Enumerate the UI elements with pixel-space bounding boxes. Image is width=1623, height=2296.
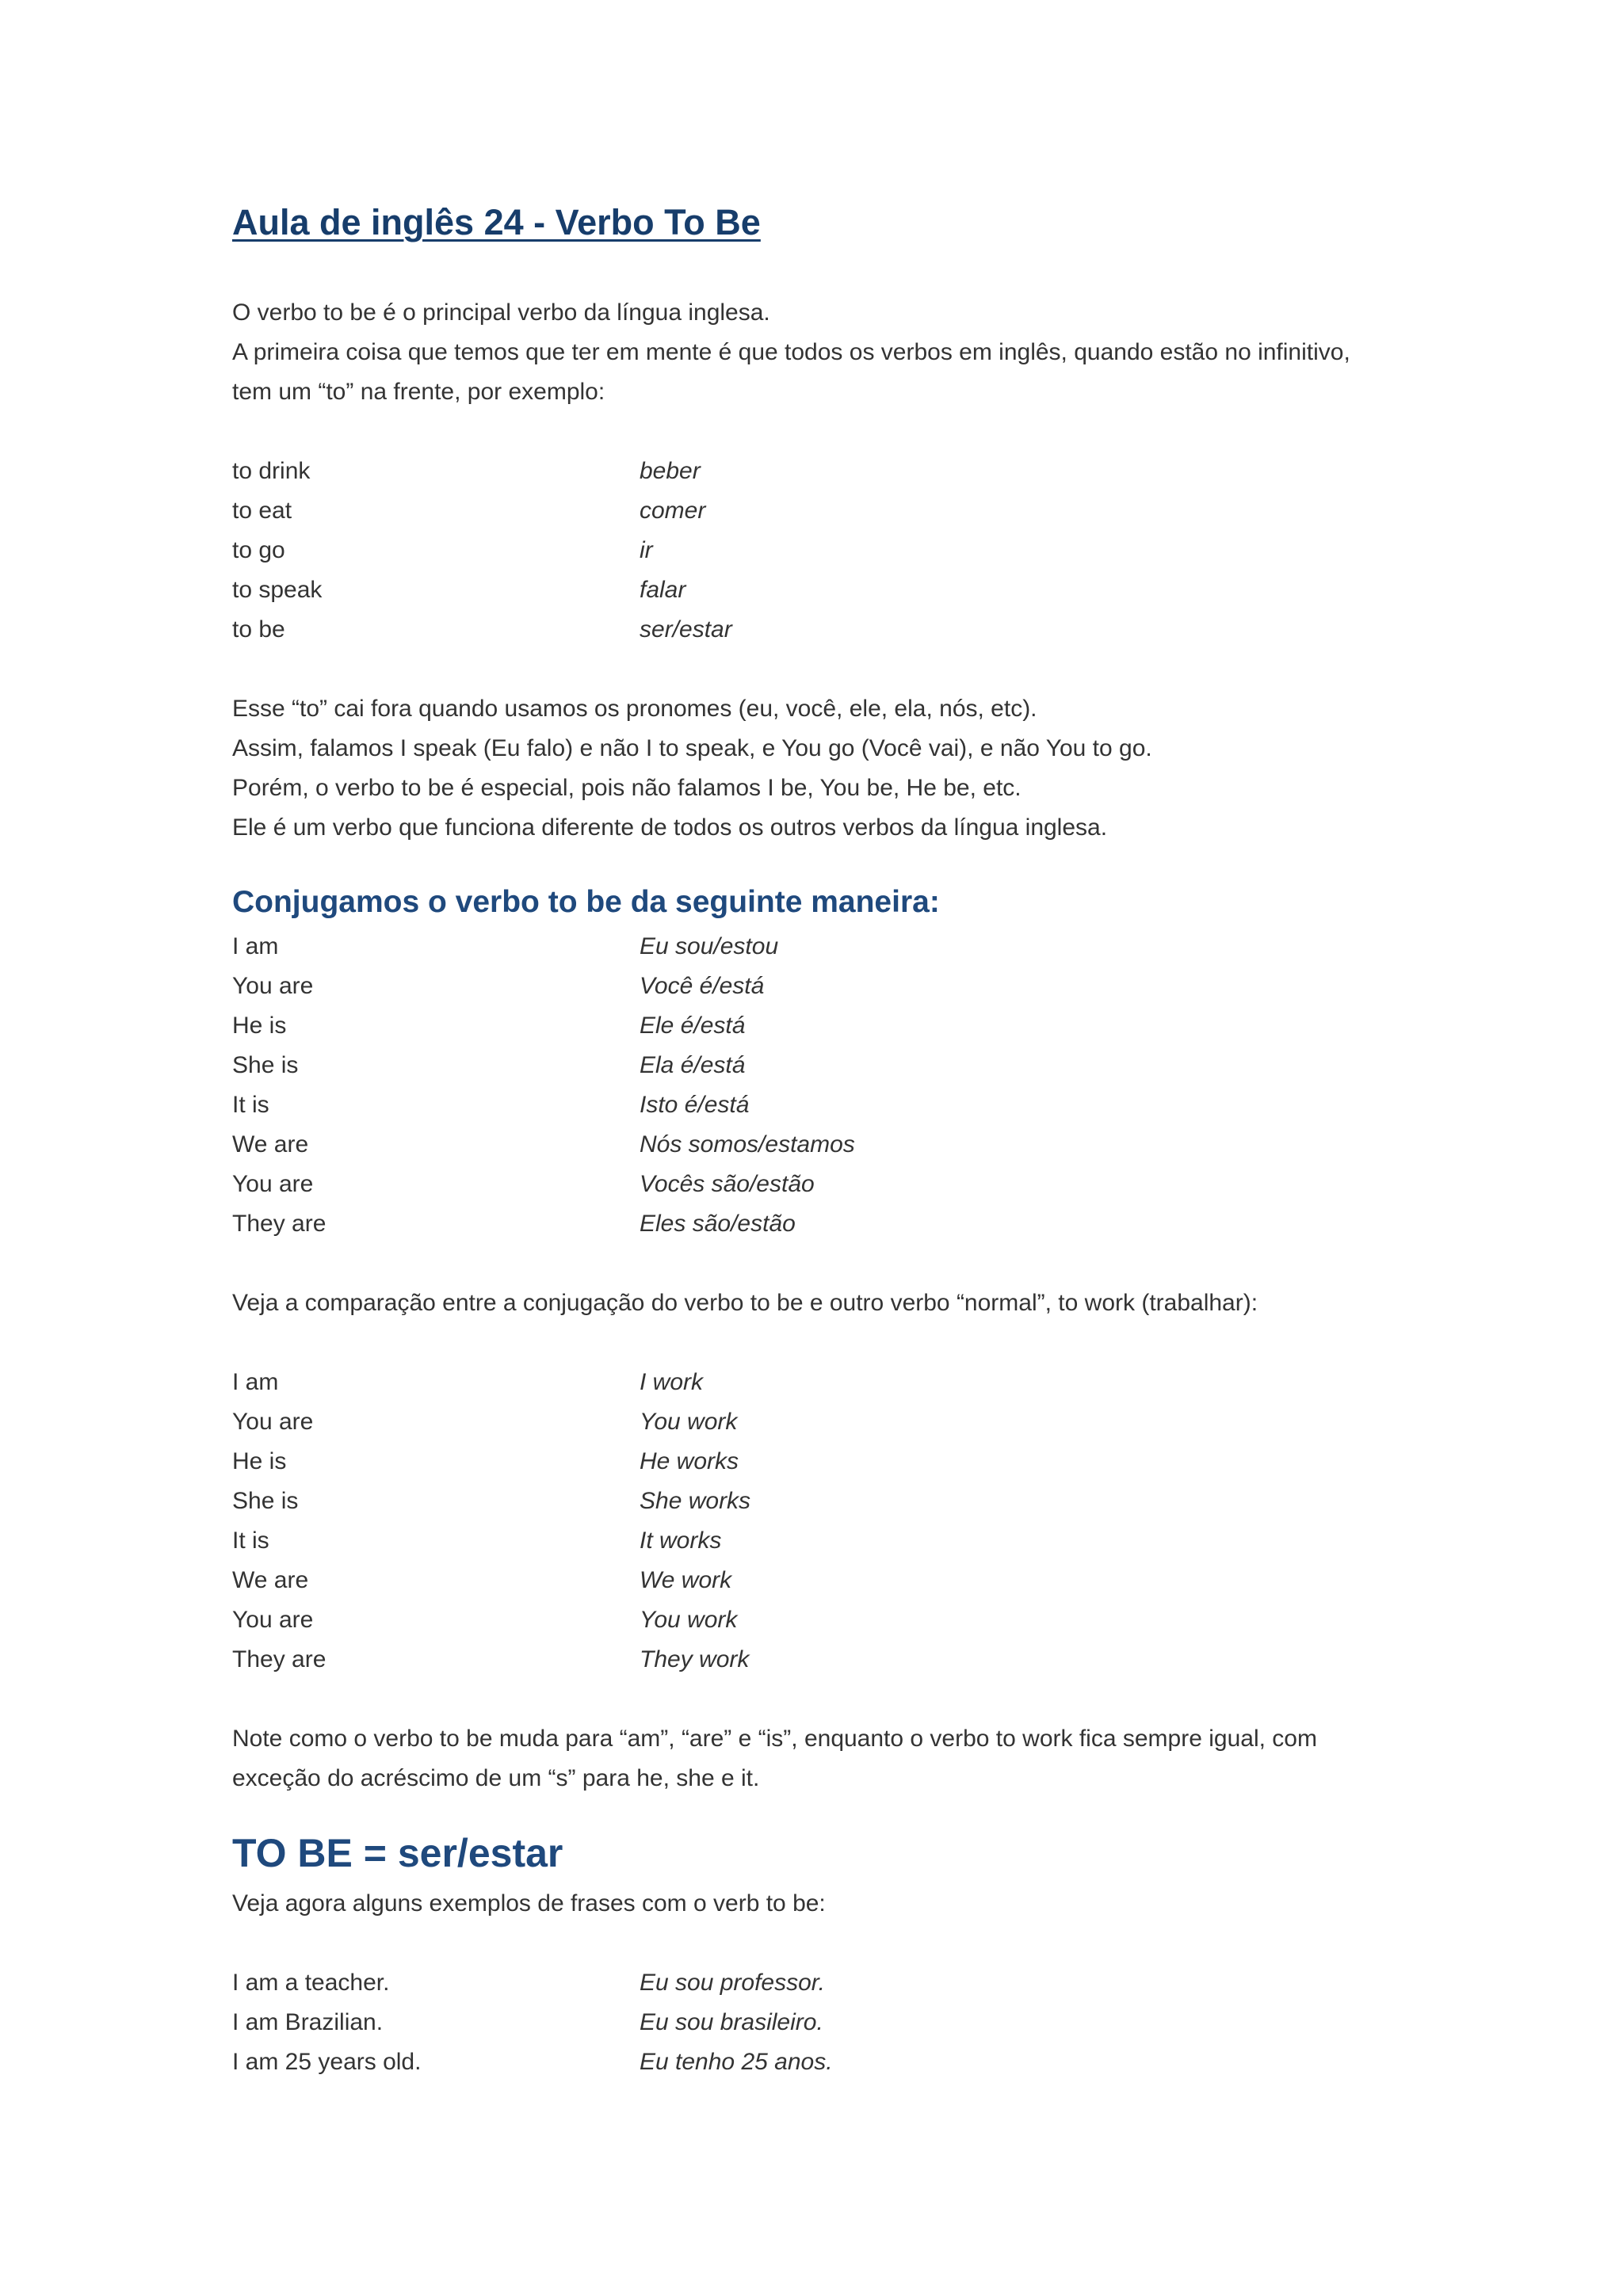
english-term: We are	[232, 1131, 309, 1158]
english-term: She is	[232, 1488, 299, 1514]
english-term: to drink	[232, 458, 311, 484]
portuguese-translation: Você é/está	[640, 973, 765, 999]
english-term: You are	[232, 1409, 314, 1435]
page-title: Aula de inglês 24 - Verbo To Be	[232, 202, 761, 242]
english-term: It is	[232, 1527, 269, 1554]
english-term: He is	[232, 1448, 287, 1474]
english-term: It is	[232, 1092, 269, 1118]
comparison-intro-paragraph	[232, 1283, 1258, 1323]
explanation-line: Assim, falamos I speak (Eu falo) e não I to speak, e You go (Você vai), e não You to go.	[232, 735, 1152, 761]
explanation-line: Ele é um verbo que funciona diferente de todos os outros verbos da língua inglesa.	[232, 814, 1108, 841]
work-conjugation: You work	[640, 1607, 738, 1633]
portuguese-translation: Ela é/está	[640, 1052, 746, 1078]
english-term: I am	[232, 933, 279, 959]
explanation-line: Esse “to” cai fora quando usamos os pronomes (eu, você, ele, ela, nós, etc).	[232, 696, 1037, 722]
examples-intro-paragraph	[232, 1884, 826, 1924]
comparison-intro-line: Veja a comparação entre a conjugação do verbo to be e outro verbo “normal”, to work (trabalhar):	[232, 1290, 1258, 1316]
work-conjugation: It works	[640, 1527, 722, 1554]
portuguese-translation: ser/estar	[640, 616, 732, 643]
english-sentence: I am 25 years old.	[232, 2049, 422, 2075]
conjugation-heading: Conjugamos o verbo to be da seguinte maneira:	[232, 885, 940, 919]
portuguese-translation: comer	[640, 498, 706, 524]
examples-intro-line: Veja agora alguns exemplos de frases com o verb to be:	[232, 1890, 826, 1917]
intro-line: A primeira coisa que temos que ter em mente é que todos os verbos em inglês, quando estão no infinitivo,	[232, 339, 1350, 365]
explanation-paragraph	[232, 689, 1152, 848]
portuguese-translation: Ele é/está	[640, 1013, 746, 1039]
portuguese-translation: Isto é/está	[640, 1092, 750, 1118]
portuguese-translation: beber	[640, 458, 701, 484]
work-conjugation: They work	[640, 1646, 750, 1672]
note-paragraph	[232, 1719, 1317, 1798]
english-term: to speak	[232, 577, 323, 603]
english-term: You are	[232, 1171, 314, 1197]
note-line: exceção do acréscimo de um “s” para he, she e it.	[232, 1765, 760, 1791]
work-conjugation: She works	[640, 1488, 751, 1514]
english-term: to eat	[232, 498, 292, 524]
portuguese-translation: Vocês são/estão	[640, 1171, 815, 1197]
english-term: I am	[232, 1369, 279, 1395]
english-sentence: I am Brazilian.	[232, 2009, 384, 2035]
english-term: to be	[232, 616, 285, 643]
work-conjugation: We work	[640, 1567, 732, 1593]
english-term: We are	[232, 1567, 309, 1593]
portuguese-translation: Eu sou professor.	[640, 1970, 826, 1996]
explanation-line: Porém, o verbo to be é especial, pois não falamos I be, You be, He be, etc.	[232, 775, 1022, 801]
portuguese-translation: Eles são/estão	[640, 1211, 796, 1237]
english-term: They are	[232, 1646, 327, 1672]
english-term: You are	[232, 973, 314, 999]
work-conjugation: I work	[640, 1369, 704, 1395]
english-term: to go	[232, 537, 285, 563]
portuguese-translation: Eu sou/estou	[640, 933, 779, 959]
intro-paragraph	[232, 293, 1350, 412]
work-conjugation: He works	[640, 1448, 739, 1474]
english-sentence: I am a teacher.	[232, 1970, 390, 1996]
english-term: He is	[232, 1013, 287, 1039]
portuguese-translation: Nós somos/estamos	[640, 1131, 855, 1158]
intro-line: tem um “to” na frente, por exemplo:	[232, 379, 605, 405]
note-line: Note como o verbo to be muda para “am”, “are” e “is”, enquanto o verbo to work fica sempre igual, com	[232, 1726, 1317, 1752]
portuguese-translation: Eu sou brasileiro.	[640, 2009, 823, 2035]
intro-line: O verbo to be é o principal verbo da língua inglesa.	[232, 299, 770, 326]
portuguese-translation: falar	[640, 577, 686, 603]
english-term: She is	[232, 1052, 299, 1078]
portuguese-translation: Eu tenho 25 anos.	[640, 2049, 833, 2075]
english-term: They are	[232, 1211, 327, 1237]
tobe-heading: TO BE = ser/estar	[232, 1831, 563, 1875]
portuguese-translation: ir	[640, 537, 653, 563]
english-term: You are	[232, 1607, 314, 1633]
work-conjugation: You work	[640, 1409, 738, 1435]
